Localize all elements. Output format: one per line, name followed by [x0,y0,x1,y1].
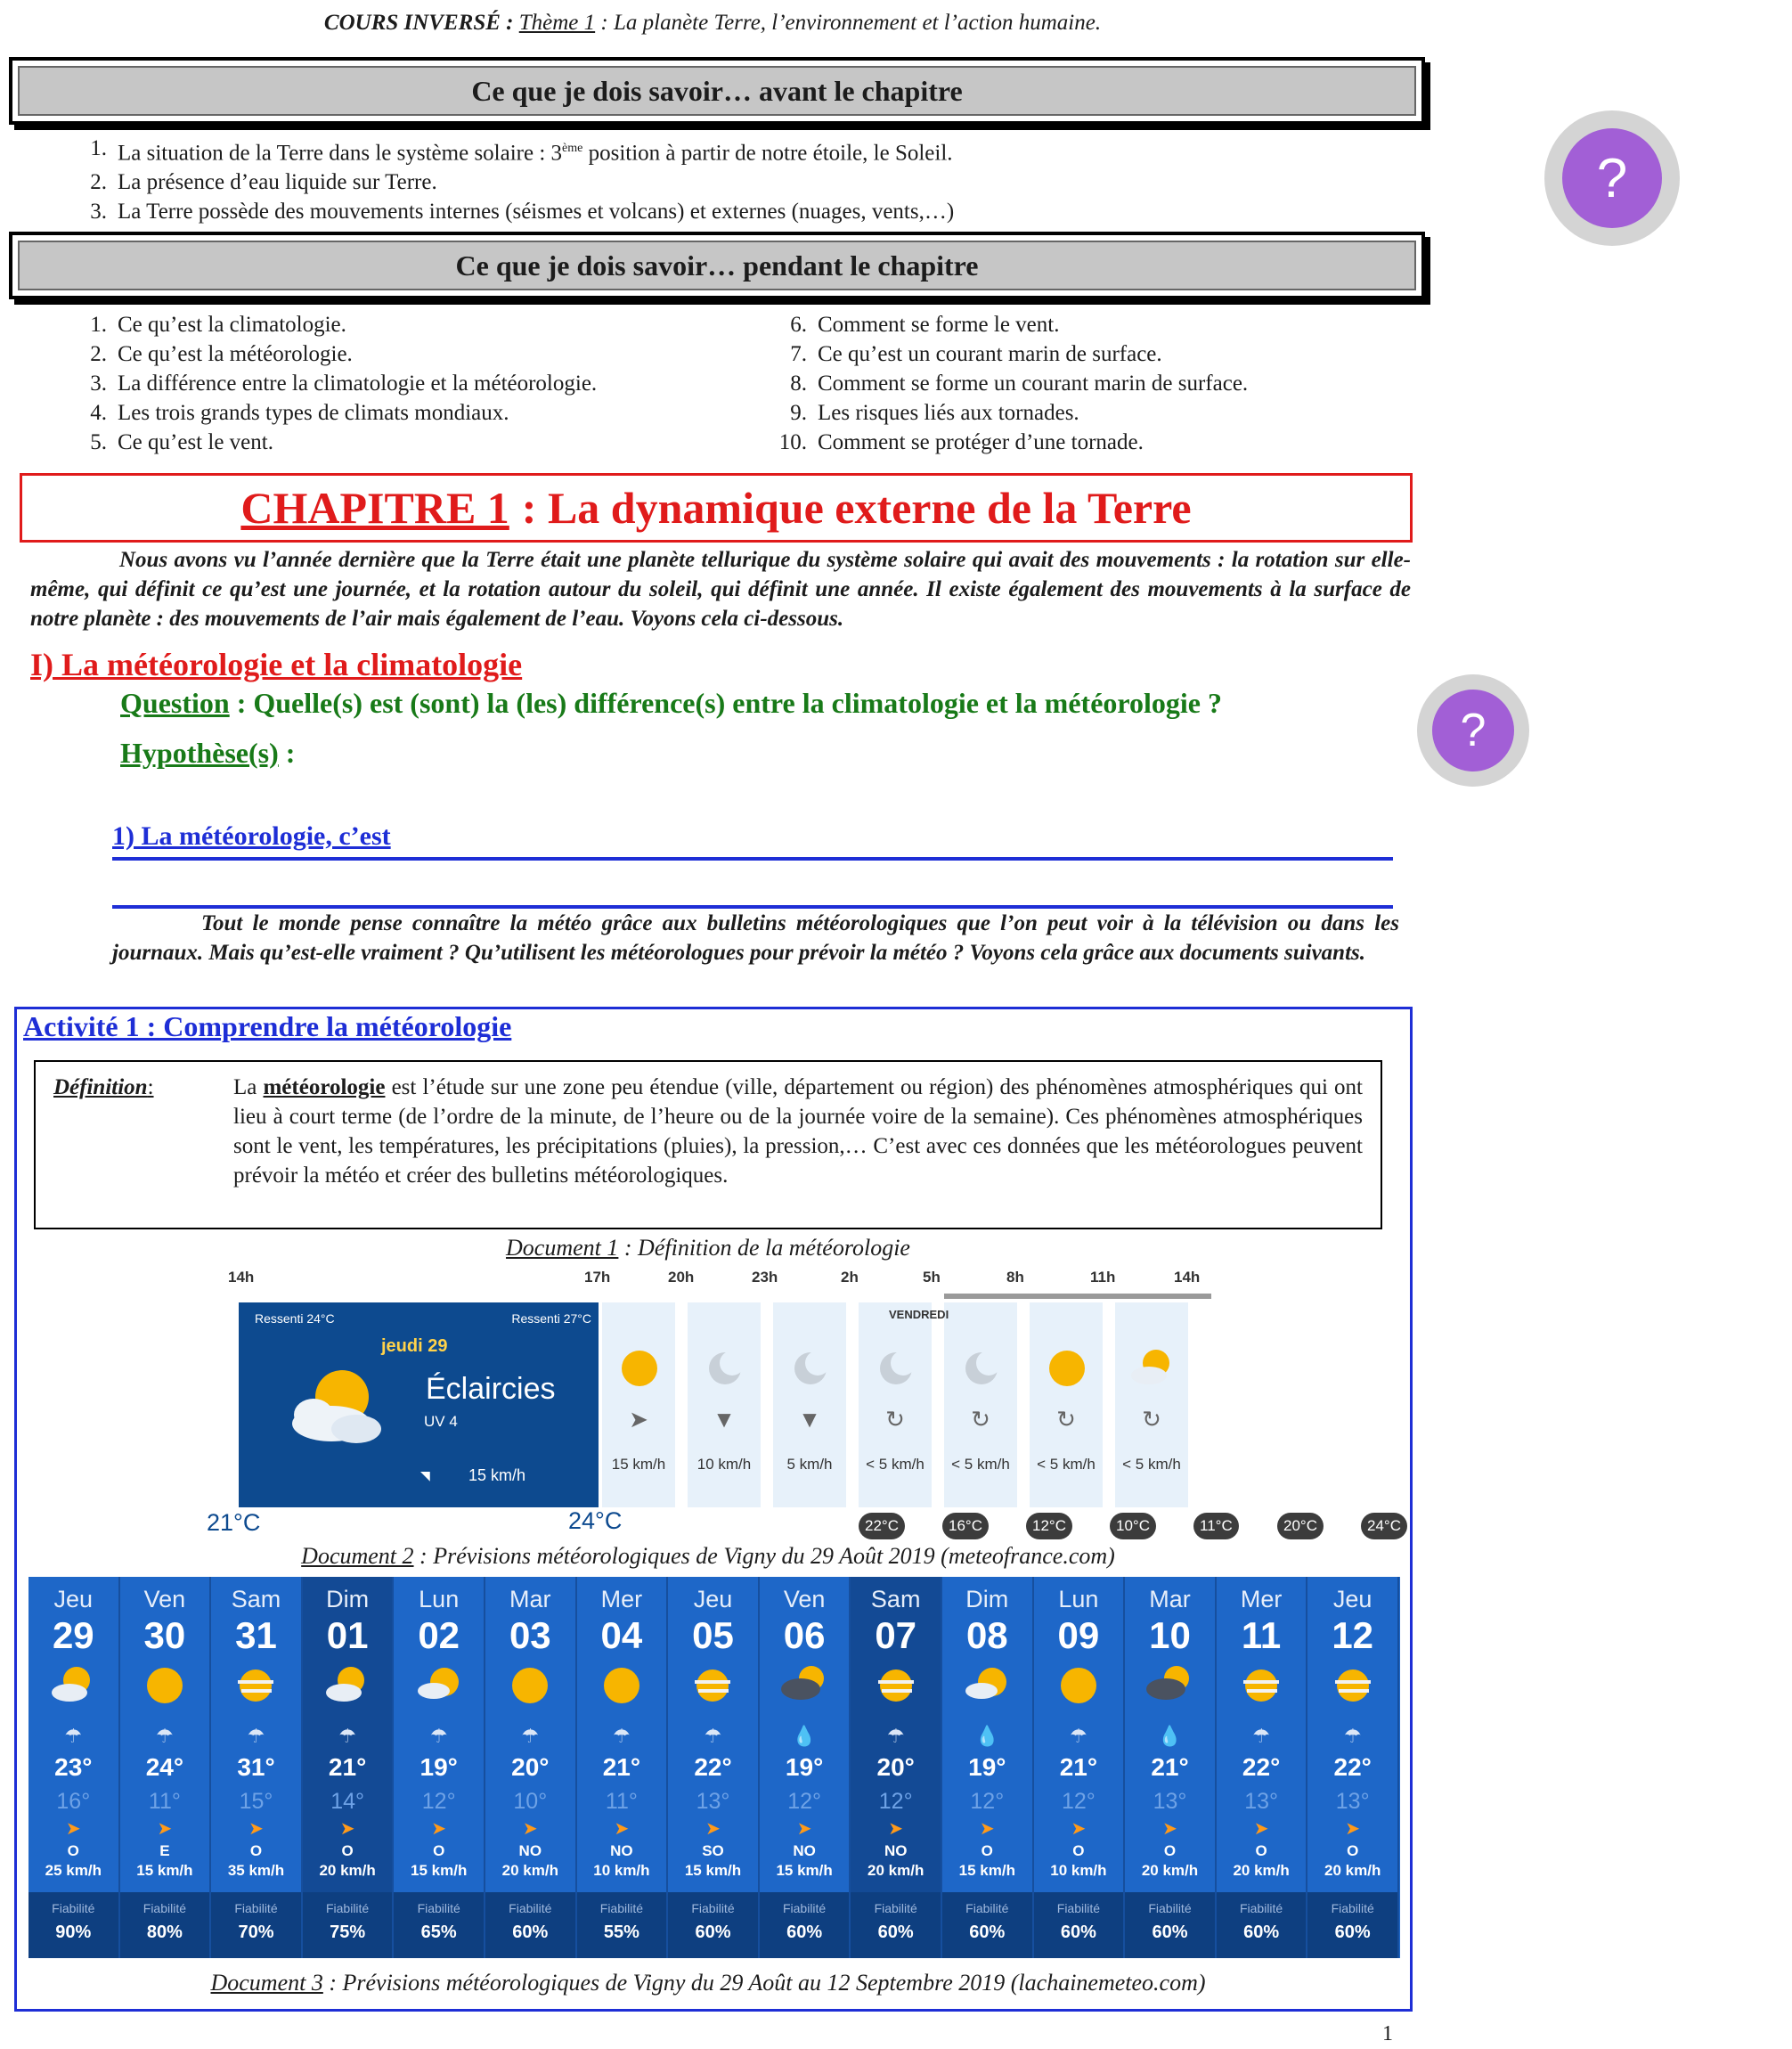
haze-icon [1238,1662,1284,1709]
hourly-slot [602,1302,675,1507]
wind-direction: O [1163,1842,1177,1859]
wind-direction: E [159,1842,170,1859]
wind-arrow-icon: ➤ [979,1819,995,1839]
reliability-value: 80% [146,1922,183,1942]
wind-direction-icon: ➤ [629,1406,648,1433]
list-item: 2. La présence d’eau liquide sur Terre. [90,170,437,195]
day-date: 11 [1241,1614,1282,1656]
wind-direction-icon: ▼ [798,1406,821,1433]
temp-max: 21° [1151,1753,1189,1781]
temp-max: 21° [328,1753,367,1781]
wind-arrow-icon: ➤ [248,1819,264,1839]
temp-max: 19° [968,1753,1006,1781]
forecast-day [942,1577,1034,1958]
activity-title: Activité 1 : Comprendre la météorologie [23,1010,512,1042]
wind-arrow-icon: ➤ [431,1819,447,1839]
wind-direction-icon: ↻ [885,1406,905,1433]
chapter-title [20,473,1413,543]
wind-speed: 15 km/h [684,1862,742,1879]
forecast-day [1125,1577,1217,1958]
day-name: Mar [509,1586,551,1612]
day-date: 12 [1332,1614,1374,1656]
rain-icon: ☂ [247,1725,265,1747]
reliability-label: Fiabilité [417,1901,460,1915]
temp-min: 12° [878,1789,913,1814]
haze-icon [1330,1662,1376,1709]
wind-direction: NO [610,1842,633,1859]
reliability-value: 60% [1243,1922,1280,1942]
doc1-caption: Document 1 : Définition de la météorologie [506,1235,910,1261]
forecast-day [394,1577,485,1958]
question-text: : Quelle(s) est (sont) la (les) différence(s) entre la climatologie et la météorologie ? [229,687,1222,719]
forecast-day [211,1577,303,1958]
reliability-value: 70% [238,1922,274,1942]
suncloud-icon [50,1662,96,1709]
reliability [211,1892,301,1958]
help-button[interactable] [1417,674,1529,787]
day-name: Lun [419,1586,460,1612]
wind-speed: 15 km/h [776,1862,833,1879]
temp-max: 20° [876,1753,915,1781]
day-date: 06 [783,1614,826,1656]
temp-min: 12° [970,1789,1005,1814]
moon-icon [873,1345,919,1396]
hour-label: 5h [923,1269,941,1286]
temp-max: 20° [511,1753,550,1781]
definition-label: Définition: [53,1075,154,1099]
temp-min: 11° [148,1789,181,1814]
wind-arrow-icon: ➤ [705,1819,721,1839]
suncloud-icon [324,1662,371,1709]
list-item: 7. Ce qu’est un courant marin de surface. [790,342,1162,366]
rain-icon: 💧 [1157,1725,1183,1747]
reliability-label: Fiabilité [509,1901,552,1915]
wind-speed: 20 km/h [501,1862,558,1879]
wind-direction: O [1255,1842,1267,1859]
cloudsun-icon [964,1662,1010,1709]
reliability-label: Fiabilité [599,1901,644,1915]
list-item: 2. Ce qu’est la météorologie. [90,342,353,366]
wind-direction-icon: ▼ [713,1406,736,1433]
temp-max: 31° [237,1753,275,1781]
temp-min: 14° [330,1789,364,1814]
list-item: 1. La situation de la Terre dans le système solaire : 3ème position à partir de notre étoile, le Soleil. [90,136,953,166]
wind-direction-icon: ↻ [1056,1406,1076,1433]
night-bar [944,1294,1211,1299]
hour-label: 17h [584,1269,611,1286]
temp-min: 12° [1061,1789,1096,1814]
list-item: 1. Ce qu’est la climatologie. [90,313,346,337]
wind-arrow-icon: ➤ [1345,1819,1361,1839]
list-item: 3. La différence entre la climatologie et la météorologie. [90,371,598,396]
sun-icon [1044,1345,1090,1396]
wind-arrow-icon: ◥ [420,1468,430,1482]
wind-speed: 15 km/h [136,1862,193,1879]
theme-label: Thème 1 [518,11,596,35]
hour-label: 8h [1006,1269,1024,1286]
temp-label: 21°C [207,1509,261,1536]
hour-label: 20h [668,1269,695,1286]
section-title: I) La météorologie et la climatologie [30,647,523,682]
temp-max: 23° [54,1753,93,1781]
temp-pill: 10°C [1110,1513,1156,1539]
reliability-value: 60% [969,1922,1006,1942]
reliability-value: 60% [512,1922,549,1942]
definition-text: La météorologie est l’étude sur une zone peu étendue (ville, département ou région) des phénomènes atmosphériques qui ont lieu à court terme (de l’ordre de la minute, de l’heure ou de la journée voire de la semaine). Ces phénomènes atmosphériques sont le vent, les températures, les précipitations (pluies), la pression,… C’est avec ces données que les météorologues peuvent prévoir la météo et créer des bulletins météorologiques. [233,1075,1363,1188]
day-date: 31 [235,1614,277,1656]
wind-speed: < 5 km/h [866,1456,925,1473]
reliability-value: 75% [330,1922,366,1942]
reliability-label: Fiabilité [965,1901,1009,1915]
subsection-title: 1) La météorologie, c’est [112,821,1393,861]
wind-speed: 10 km/h [593,1862,650,1879]
wind-speed: 10 km/h [1050,1862,1107,1879]
during-list-right [771,310,1413,457]
reliability-value: 60% [695,1922,731,1942]
temp-pill: 11°C [1193,1513,1239,1539]
wind-speed: 15 km/h [411,1862,468,1879]
reliability-value: 60% [1060,1922,1096,1942]
temp-pill: 12°C [1026,1513,1072,1539]
before-chapter-title: Ce que je dois savoir… avant le chapitre [18,66,1416,116]
day-date: 04 [600,1614,643,1656]
rain-icon: ☂ [1252,1725,1270,1747]
reliability [1034,1892,1124,1958]
day-name: Jeu [693,1586,733,1612]
hourly-slot [1030,1302,1103,1507]
temp-max: 19° [785,1753,824,1781]
day-date: 02 [418,1614,460,1656]
wind-speed: < 5 km/h [951,1456,1010,1473]
wind-direction-icon: ↻ [1142,1406,1161,1433]
hour-label: 14h [1174,1269,1201,1286]
reliability-label: Fiabilité [234,1901,278,1915]
temp-min: 13° [1244,1789,1278,1814]
list-item: 5. Ce qu’est le vent. [90,430,273,454]
wind-direction: O [981,1842,993,1859]
rain-icon: ☂ [1343,1725,1362,1747]
forecast-day [303,1577,395,1958]
day-date: 30 [143,1614,186,1656]
daily-forecast [29,1577,1400,1958]
wind-speed: 25 km/h [45,1862,102,1879]
wind-arrow-icon: ➤ [339,1819,355,1839]
day-date: 05 [692,1614,734,1656]
reliability [942,1892,1032,1958]
wind-speed: 20 km/h [1324,1862,1381,1879]
day-name: Ven [783,1586,826,1612]
reliability [577,1892,667,1958]
rain-icon: ☂ [338,1725,356,1747]
forecast-day [668,1577,760,1958]
wind-direction: O [1347,1842,1359,1859]
wind-speed: 20 km/h [319,1862,376,1879]
sun-cloud-icon [278,1363,394,1452]
temp-max: 22° [1242,1753,1281,1781]
forecast-day [1217,1577,1308,1958]
day-name: Jeu [1332,1586,1373,1612]
wind-speed: < 5 km/h [1037,1456,1096,1473]
wind-direction: O [1072,1842,1085,1859]
day-date: 07 [875,1614,917,1656]
haze-icon [873,1662,919,1709]
forecast-day [851,1577,942,1958]
hour-label: 11h [1090,1269,1116,1286]
wind-speed: 10 km/h [696,1456,752,1473]
forecast-day [120,1577,212,1958]
reliability-label: Fiabilité [874,1901,917,1915]
rain-icon: 💧 [974,1725,999,1747]
during-chapter-banner [9,232,1425,299]
hourly-forecast [194,1269,1401,1536]
wind-speed: 5 km/h [786,1456,833,1473]
rain-icon: ☂ [429,1725,448,1747]
day-date: 03 [509,1614,551,1656]
reliability [29,1892,118,1958]
activity-intro: Tout le monde pense connaître la météo grâce aux bulletins météorologiques que l’on peut voir à la télévision ou dans les journaux. Mais qu’est-elle vraiment ? Qu’utilisent les météorologues pour prévoir la météo ? Voyons cela grâce aux documents suivants. [112,911,1399,965]
before-list [71,134,1407,226]
hour-label: 14h [228,1269,255,1286]
hourly-slot [773,1302,846,1507]
wind-direction: O [249,1842,263,1859]
reliability-label: Fiabilité [691,1901,735,1915]
hypothesis-label: Hypothèse(s) [120,737,279,769]
rain-icon: ☂ [156,1725,174,1747]
reliability [120,1892,210,1958]
temp-max: 21° [1059,1753,1098,1781]
definition-term: météorologie [263,1075,386,1099]
during-list-left [71,310,748,457]
list-item: 4. Les trois grands types de climats mondiaux. [90,401,509,425]
rain-icon: ☂ [886,1725,905,1747]
hour-label: 2h [841,1269,859,1286]
rain-icon: ☂ [521,1725,540,1747]
wind-direction: O [433,1842,445,1859]
temp-min: 11° [605,1789,638,1814]
during-chapter-title: Ce que je dois savoir… pendant le chapitre [18,241,1416,290]
hour-label: 23h [752,1269,778,1286]
rain-icon: ☂ [704,1725,722,1747]
forecast-day [485,1577,577,1958]
haze-icon [232,1662,279,1709]
forecast-day [760,1577,851,1958]
theme-title: : La planète Terre, l’environnement et l’action humaine. [595,11,1102,35]
reliability-value: 65% [420,1922,457,1942]
temp-pill: 16°C [942,1513,989,1539]
day-date: 10 [1149,1614,1191,1656]
moon-icon [958,1345,1005,1396]
day-name: Sam [231,1586,281,1612]
sun-icon [507,1662,553,1709]
moon-icon [787,1345,834,1396]
temp-min: 10° [513,1789,548,1814]
wind-arrow-icon: ➤ [65,1819,81,1839]
chapter-intro: Nous avons vu l’année dernière que la Terre était une planète tellurique du système solaire qui avait des mouvements : la rotation sur elle-même, qui définit ce qu’est une journée, et la rotation autour du soleil, qui définit une année. Il existe également des mouvements à la surface de notre planète : des mouvements de l’air mais également de l’eau. Voyons cela ci-dessous. [30,548,1411,631]
reliability [1217,1892,1307,1958]
reliability [1307,1892,1397,1958]
reliability-value: 60% [877,1922,914,1942]
wind-speed: 15 km/h [611,1456,666,1473]
current-weather-card: Ressenti 24°C Ressenti 27°C jeudi 29 Éclaircies UV 4 ◥ 15 km/h [239,1302,599,1507]
day-date: 08 [965,1614,1008,1656]
temp-max: 21° [602,1753,641,1781]
day-name: Mer [600,1586,643,1612]
wind-speed: < 5 km/h [1122,1456,1181,1473]
darkcloud-icon [1146,1662,1193,1709]
wind-arrow-icon: ➤ [796,1819,812,1839]
sun-icon [1055,1662,1102,1709]
reliability-label: Fiabilité [782,1901,827,1915]
day-date: 29 [52,1614,94,1656]
temp-min: 15° [239,1789,273,1814]
temp-pill: 20°C [1277,1513,1324,1539]
reliability [760,1892,850,1958]
day-name: Dim [965,1586,1009,1612]
temp-min: 13° [1153,1789,1187,1814]
question-label: Question [120,687,230,719]
wind-speed: 20 km/h [1233,1862,1290,1879]
day-name: Jeu [53,1586,94,1612]
wind-direction: O [67,1842,79,1859]
reliability [485,1892,575,1958]
chapter-name: : La dynamique externe de la Terre [521,483,1192,533]
moon-icon [702,1345,748,1396]
temp-pill: 22°C [859,1513,905,1539]
day-name: Dim [326,1586,370,1612]
sun-icon [616,1345,663,1396]
help-button[interactable] [1544,110,1680,246]
day-separator-label: VENDREDI [889,1308,949,1321]
rain-icon: ☂ [1070,1725,1087,1747]
reliability [394,1892,484,1958]
wind-arrow-icon: ➤ [1162,1819,1177,1839]
reliability-label: Fiabilité [1056,1901,1101,1915]
darkcloud-icon [781,1662,827,1709]
day-name: Lun [1058,1586,1099,1612]
day-date: 09 [1057,1614,1100,1656]
cloudsun-icon [416,1662,462,1709]
hourly-slot [688,1302,761,1507]
wind-arrow-icon: ➤ [614,1819,630,1839]
haze-icon [689,1662,736,1709]
day-name: Ven [143,1586,186,1612]
hourly-slot [1115,1302,1188,1507]
day-name: Sam [870,1586,921,1612]
list-item: 6. Comment se forme le vent. [790,313,1060,337]
list-item: 3. La Terre possède des mouvements internes (séismes et volcans) et externes (nuages, vents,…) [90,200,955,224]
temp-max: 22° [694,1753,732,1781]
list-item: 9. Les risques liés aux tornades. [790,401,1079,425]
forecast-day [1307,1577,1399,1958]
reliability [1125,1892,1215,1958]
temp-min: 13° [1335,1789,1370,1814]
reliability-label: Fiabilité [325,1901,370,1915]
temp-max: 24° [145,1753,184,1781]
rain-icon: ☂ [613,1725,631,1747]
course-header [0,11,1425,36]
list-item: 8. Comment se forme un courant marin de surface. [790,371,1249,396]
chapter-label: CHAPITRE 1 [240,483,509,533]
hourly-slot [859,1302,932,1507]
wind-direction: SO [702,1842,724,1859]
hypothesis-line: Hypothèse(s) : [120,737,296,769]
wind-arrow-icon: ➤ [888,1819,904,1839]
wind-arrow-icon: ➤ [1253,1819,1269,1839]
wind-arrow-icon: ➤ [522,1819,538,1839]
day-date: 01 [326,1614,369,1656]
temp-min: 12° [421,1789,456,1814]
reliability-value: 60% [1334,1922,1371,1942]
forecast-day [577,1577,669,1958]
temp-max: 22° [1333,1753,1372,1781]
wind-speed: 15 km/h [958,1862,1015,1879]
reliability [303,1892,393,1958]
question-icon: ? [1562,128,1662,228]
wind-direction: O [341,1842,354,1859]
forecast-day [29,1577,120,1958]
temp-pill: 24°C [1361,1513,1407,1539]
list-item: 10. Comment se protéger d’une tornade. [778,430,1144,454]
wind-speed: 35 km/h [227,1862,285,1879]
sun-icon [599,1662,645,1709]
wind-direction: NO [884,1842,908,1859]
day-name: Mar [1149,1586,1191,1612]
reliability-value: 55% [603,1922,639,1942]
page-number: 1 [1382,2022,1393,2045]
reliability-label: Fiabilité [1331,1901,1374,1915]
forecast-day [1034,1577,1126,1958]
course-label: COURS INVERSÉ : [323,11,514,35]
temp-min: 16° [56,1789,91,1814]
question-icon: ? [1432,690,1514,771]
doc3-caption: Document 3 : Prévisions météorologiques de Vigny du 29 Août au 12 Septembre 2019 (lachainemeteo.com) [210,1970,1206,1996]
rain-icon: 💧 [792,1725,817,1747]
wind-speed: 20 km/h [867,1862,925,1879]
wind-direction-icon: ↻ [971,1406,990,1433]
reliability-label: Fiabilité [1148,1901,1192,1915]
reliability-value: 60% [786,1922,823,1942]
reliability-value: 60% [1152,1922,1188,1942]
rain-icon: ☂ [64,1725,83,1747]
hourly-slots [602,1302,1208,1507]
wind-arrow-icon: ➤ [1071,1819,1087,1839]
reliability [851,1892,941,1958]
reliability [668,1892,758,1958]
doc2-caption: Document 2 : Prévisions météorologiques de Vigny du 29 Août 2019 (meteofrance.com) [301,1543,1115,1569]
reliability-label: Fiabilité [52,1901,95,1915]
wind-direction: NO [793,1842,816,1859]
temp-min: 13° [696,1789,730,1814]
temp-min: 12° [787,1789,821,1814]
question-line [120,687,1222,720]
sun-icon [142,1662,188,1709]
reliability-label: Fiabilité [1239,1901,1283,1915]
temp-max: 19° [419,1753,458,1781]
temp-label: 24°C [563,1507,627,1535]
day-name: Mer [1240,1586,1283,1612]
before-chapter-banner [9,57,1425,125]
reliability-label: Fiabilité [143,1901,187,1915]
reliability-value: 90% [55,1922,92,1942]
wind-direction: NO [518,1842,542,1859]
wind-arrow-icon: ➤ [157,1819,173,1839]
suncloud-icon [1129,1345,1176,1396]
hourly-slot [944,1302,1017,1507]
wind-speed: 20 km/h [1141,1862,1199,1879]
